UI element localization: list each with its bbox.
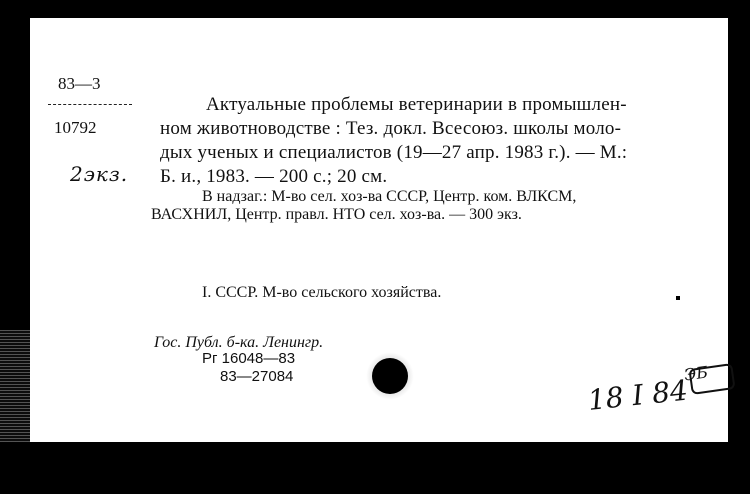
bibliographic-line-1: Актуальные проблемы ветеринарии в промышлен- — [206, 94, 627, 115]
shelfmark-divider — [48, 104, 132, 105]
handwritten-mark: ЭБ — [682, 362, 710, 385]
handwritten-date: 18 I 84 — [586, 373, 690, 417]
handwritten-copies-note: 2экз. — [70, 162, 129, 186]
catalog-card — [30, 18, 728, 442]
ink-speck — [676, 296, 680, 300]
library-number: 83—27084 — [220, 368, 294, 385]
note-line-1: В надзаг.: М-во сел. хоз-ва СССР, Центр. ком. ВЛКСМ, — [202, 188, 577, 205]
shelfmark-bottom: 10792 — [54, 118, 97, 137]
library-code: Рг 16048—83 — [202, 350, 296, 367]
bibliographic-line-4: Б. и., 1983. — 200 с.; 20 см. — [160, 166, 388, 187]
punch-hole — [372, 358, 408, 394]
subject-tracing: I. СССР. М-во сельского хозяйства. — [202, 284, 442, 301]
scan-bottom-edge — [0, 442, 750, 494]
bibliographic-line-3: дых ученых и специалистов (19—27 апр. 1983 г.). — М.: — [160, 142, 628, 163]
shelfmark-top: 83—3 — [58, 74, 101, 93]
note-line-2: ВАСХНИЛ, Центр. правл. НТО сел. хоз-ва. — 300 экз. — [151, 206, 522, 223]
bibliographic-line-2: ном животноводстве : Тез. докл. Всесоюз. школы моло- — [160, 118, 622, 139]
library-name: Гос. Публ. б-ка. Ленингр. — [154, 334, 324, 351]
